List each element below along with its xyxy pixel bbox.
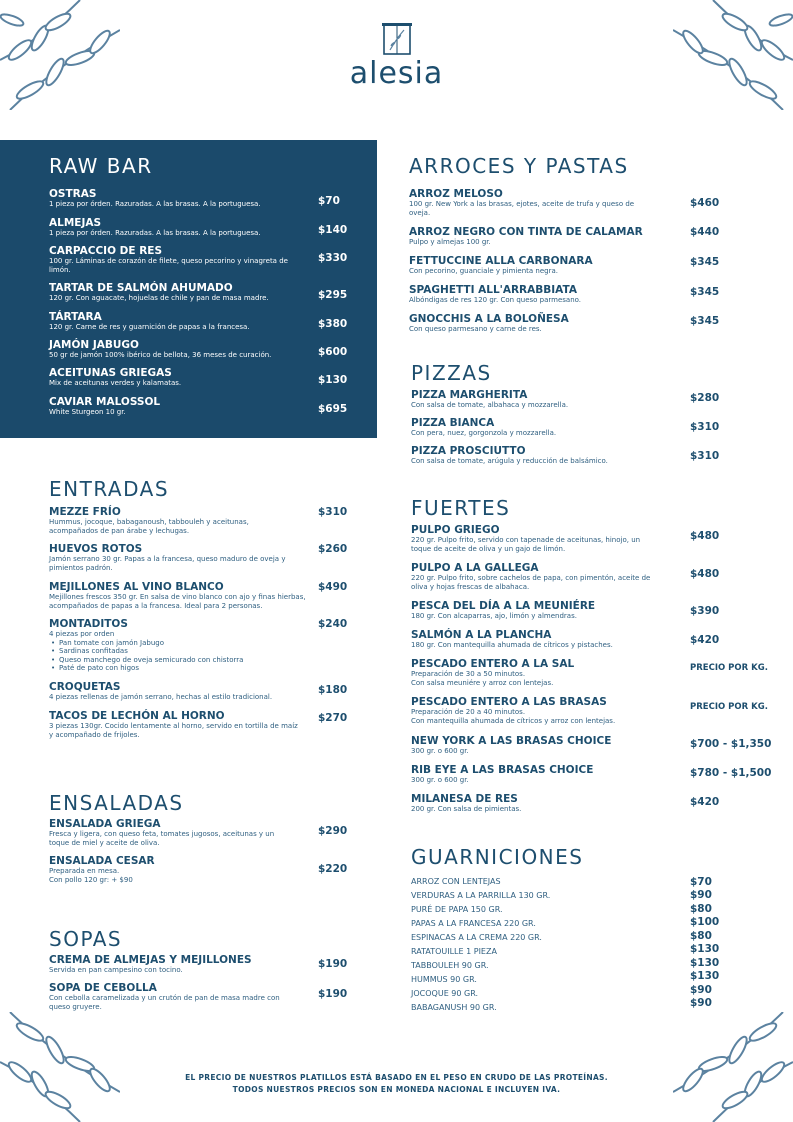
item-price: $460 bbox=[690, 197, 720, 209]
raw-bar-section bbox=[49, 154, 349, 416]
menu-item bbox=[49, 282, 349, 303]
menu-item bbox=[411, 445, 749, 466]
side-price: $130 bbox=[690, 957, 720, 969]
bullet-list bbox=[49, 639, 349, 673]
item-description: Con cebolla caramelizada y un crutón de pan de masa madre con queso gruyere. bbox=[49, 994, 280, 1011]
menu-item bbox=[409, 255, 749, 276]
menu-item bbox=[409, 226, 749, 247]
olive-branch-icon bbox=[0, 1012, 120, 1122]
side-item: ARROZ CON LENTEJAS bbox=[411, 877, 501, 886]
item-price: $180 bbox=[318, 684, 348, 696]
item-name: MEJILLONES AL VINO BLANCO bbox=[49, 581, 224, 593]
item-description: 50 gr de jamón 100% ibérico de bellota, 36 meses de curación. bbox=[49, 351, 272, 359]
side-item: RATATOUILLE 1 PIEZA bbox=[411, 947, 497, 956]
menu-item bbox=[49, 681, 349, 702]
item-description: 220 gr. Pulpo frito, sobre cachelos de papa, con pimentón, aceite de oliva y hojas frescas de albahaca. bbox=[411, 574, 651, 591]
item-description: Preparación de 20 a 40 minutos. bbox=[411, 708, 526, 716]
item-name: GNOCCHIS A LA BOLOÑESA bbox=[409, 313, 569, 325]
side-item: HUMMUS 90 GR. bbox=[411, 975, 477, 984]
item-price: $220 bbox=[318, 863, 348, 875]
item-description: Mix de aceitunas verdes y kalamatas. bbox=[49, 379, 182, 387]
item-description: 100 gr. Láminas de corazón de filete, queso pecorino y vinagreta de limón. bbox=[49, 257, 288, 274]
item-description: Servida en pan campesino con tocino. bbox=[49, 966, 183, 974]
item-price: $480 bbox=[690, 568, 720, 580]
item-name: NEW YORK A LAS BRASAS CHOICE bbox=[411, 735, 612, 747]
item-price: $390 bbox=[690, 605, 720, 617]
item-description: 300 gr. o 600 gr. bbox=[411, 776, 469, 784]
item-name: CROQUETAS bbox=[49, 681, 121, 693]
fuertes-section bbox=[411, 496, 772, 813]
menu-item bbox=[49, 188, 349, 209]
item-price: $290 bbox=[318, 825, 348, 837]
item-name: PESCADO ENTERO A LAS BRASAS bbox=[411, 696, 607, 708]
menu-item bbox=[411, 389, 749, 410]
bullet-item: • Queso manchego de oveja semicurado con chistorra bbox=[49, 656, 349, 665]
item-description: 120 gr. Con aguacate, hojuelas de chile y pan de masa madre. bbox=[49, 294, 269, 302]
section-title: PIZZAS bbox=[411, 361, 492, 385]
menu-item bbox=[49, 818, 349, 847]
item-description: Con salsa de tomate, albahaca y mozzarella. bbox=[411, 401, 569, 409]
item-description: 180 gr. Con mantequilla ahumada de cítricos y pistaches. bbox=[411, 641, 613, 649]
item-name: SALMÓN A LA PLANCHA bbox=[411, 629, 552, 641]
item-price: $310 bbox=[318, 506, 348, 518]
item-name: MONTADITOS bbox=[49, 618, 128, 630]
item-description: 300 gr. o 600 gr. bbox=[411, 747, 469, 755]
menu-item bbox=[411, 658, 768, 687]
item-name: PULPO GRIEGO bbox=[411, 524, 500, 536]
menu-item bbox=[49, 245, 349, 274]
item-price: $295 bbox=[318, 289, 348, 301]
item-name: PIZZA BIANCA bbox=[411, 417, 495, 429]
menu-item bbox=[409, 188, 749, 217]
item-price: $420 bbox=[690, 796, 720, 808]
item-name: RIB EYE A LAS BRASAS CHOICE bbox=[411, 764, 594, 776]
item-description: 1 pieza por órden. Razuradas. A las brasas. A la portuguesa. bbox=[49, 200, 261, 208]
item-description: Jamón serrano 30 gr. Papas a la francesa, queso maduro de oveja y pimientos padrón. bbox=[49, 555, 286, 572]
side-price: $70 bbox=[690, 876, 712, 888]
item-price: $330 bbox=[318, 252, 348, 264]
menu-item bbox=[411, 562, 763, 591]
footer-note bbox=[0, 1072, 793, 1096]
menu-item bbox=[49, 217, 349, 238]
item-name: SPAGHETTI ALL'ARRABBIATA bbox=[409, 284, 577, 296]
item-name: TARTAR DE SALMÓN AHUMADO bbox=[49, 282, 233, 294]
item-price: $240 bbox=[318, 618, 348, 630]
item-name: MILANESA DE RES bbox=[411, 793, 518, 805]
item-name: PIZZA MARGHERITA bbox=[411, 389, 528, 401]
item-price: $380 bbox=[318, 318, 348, 330]
item-price: $310 bbox=[690, 450, 720, 462]
menu-item bbox=[411, 629, 763, 650]
item-name: FETTUCCINE ALLA CARBONARA bbox=[409, 255, 593, 267]
menu-item bbox=[49, 710, 349, 739]
side-price: $80 bbox=[690, 903, 712, 915]
item-description: 120 gr. Carne de res y guarnición de papas a la francesa. bbox=[49, 323, 250, 331]
item-price: $345 bbox=[690, 315, 720, 327]
item-description: Mejillones frescos 350 gr. En salsa de vino blanco con ajo y finas hierbas, acompañados de papas a la francesa. Ideal para 2 personas. bbox=[49, 593, 306, 610]
side-price: $90 bbox=[690, 984, 712, 996]
item-description: Con salsa de tomate, arúgula y reducción de balsámico. bbox=[411, 457, 608, 465]
item-description: 200 gr. Con salsa de pimientas. bbox=[411, 805, 522, 813]
side-price: $130 bbox=[690, 943, 720, 955]
item-price: $420 bbox=[690, 634, 720, 646]
item-name: ARROZ MELOSO bbox=[409, 188, 503, 200]
item-price: $600 bbox=[318, 346, 348, 358]
menu-item bbox=[49, 311, 349, 332]
item-price: $480 bbox=[690, 530, 720, 542]
item-description: Hummus, jocoque, babaganoush, tabbouleh y aceitunas, acompañados de pan árabe y lechugas. bbox=[49, 518, 249, 535]
item-description: 4 piezas por orden bbox=[49, 630, 115, 638]
item-name: HUEVOS ROTOS bbox=[49, 543, 143, 555]
section-title: ENTRADAS bbox=[49, 477, 170, 501]
side-item: VERDURAS A LA PARRILLA 130 GR. bbox=[411, 891, 551, 900]
item-name: CARPACCIO DE RES bbox=[49, 245, 163, 257]
side-price: $80 bbox=[690, 930, 712, 942]
item-name: PESCA DEL DÍA A LA MEUNIÉRE bbox=[411, 600, 596, 612]
item-description: Fresca y ligera, con queso feta, tomates jugosos, aceitunas y un toque de miel y aceite de oliva. bbox=[49, 830, 275, 847]
menu-item bbox=[49, 982, 349, 1011]
sopas-section bbox=[49, 927, 349, 1011]
menu-item bbox=[49, 581, 349, 610]
menu-item bbox=[49, 954, 349, 975]
section-title: GUARNICIONES bbox=[411, 845, 584, 869]
brand-header bbox=[0, 22, 793, 91]
bullet-item: • Sardinas confitadas bbox=[49, 647, 349, 656]
item-name: CAVIAR MALOSSOL bbox=[49, 396, 161, 408]
item-description-extra: Con salsa meuniére y arroz con lentejas. bbox=[411, 678, 554, 687]
item-description: White Sturgeon 10 gr. bbox=[49, 408, 126, 416]
item-name: ARROZ NEGRO CON TINTA DE CALAMAR bbox=[409, 226, 643, 238]
section-title: RAW BAR bbox=[49, 154, 153, 178]
item-description: Preparada en mesa. bbox=[49, 867, 120, 875]
menu-item bbox=[49, 506, 349, 535]
side-item: ESPINACAS A LA CREMA 220 GR. bbox=[411, 933, 542, 942]
item-name: OSTRAS bbox=[49, 188, 97, 200]
side-price: $130 bbox=[690, 970, 720, 982]
section-title: SOPAS bbox=[49, 927, 123, 951]
item-price: $695 bbox=[318, 403, 348, 415]
menu-item bbox=[409, 313, 749, 334]
item-name: PESCADO ENTERO A LA SAL bbox=[411, 658, 575, 670]
side-price: $90 bbox=[690, 889, 712, 901]
section-title: ENSALADAS bbox=[49, 791, 184, 815]
side-item: JOCOQUE 90 GR. bbox=[411, 989, 479, 998]
arroces-pastas-section bbox=[409, 154, 749, 333]
item-name: CREMA DE ALMEJAS Y MEJILLONES bbox=[49, 954, 252, 966]
item-price: $270 bbox=[318, 712, 348, 724]
item-description: Con queso parmesano y carne de res. bbox=[409, 325, 542, 333]
item-name: ENSALADA GRIEGA bbox=[49, 818, 161, 830]
item-price: $260 bbox=[318, 543, 348, 555]
menu-item bbox=[49, 367, 349, 388]
item-description: Pulpo y almejas 100 gr. bbox=[409, 238, 491, 246]
olive-branch-icon bbox=[673, 1012, 793, 1122]
side-item: BABAGANUSH 90 GR. bbox=[411, 1003, 497, 1012]
item-description: 1 pieza por órden. Razuradas. A las brasas. A la portuguesa. bbox=[49, 229, 261, 237]
item-name: ENSALADA CESAR bbox=[49, 855, 155, 867]
guarniciones-section bbox=[411, 845, 751, 1012]
item-price: $190 bbox=[318, 988, 348, 1000]
item-name: PULPO A LA GALLEGA bbox=[411, 562, 539, 574]
item-description: 220 gr. Pulpo frito, servido con tapenade de aceitunas, hinojo, un toque de aceite de oliva y un gajo de limón. bbox=[411, 536, 641, 553]
item-description: Con pecorino, guanciale y pimienta negra. bbox=[409, 267, 558, 275]
window-logo-icon bbox=[380, 22, 414, 56]
menu-item bbox=[49, 855, 349, 884]
menu-item bbox=[411, 696, 768, 725]
side-item: PURÉ DE PAPA 150 GR. bbox=[411, 905, 503, 914]
side-item: TABBOULEH 90 GR. bbox=[411, 961, 489, 970]
item-price: $780 - $1,500 bbox=[690, 767, 772, 779]
menu-item bbox=[49, 339, 349, 360]
item-name: ALMEJAS bbox=[49, 217, 102, 229]
bullet-item: • Pan tomate con jamón Jabugo bbox=[49, 639, 349, 648]
bullet-item: • Paté de pato con higos bbox=[49, 664, 349, 673]
menu-item bbox=[411, 793, 763, 814]
menu-item bbox=[411, 764, 772, 785]
menu-item bbox=[411, 524, 763, 553]
item-description: 180 gr. Con alcaparras, ajo, limón y almendras. bbox=[411, 612, 577, 620]
side-price: $90 bbox=[690, 997, 712, 1009]
item-description: 100 gr. New York a las brasas, ejotes, aceite de trufa y queso de oveja. bbox=[409, 200, 635, 217]
menu-item bbox=[49, 396, 349, 417]
section-title: FUERTES bbox=[411, 496, 511, 520]
side-price: $100 bbox=[690, 916, 720, 928]
item-price: $70 bbox=[318, 195, 340, 207]
item-description-extra: Con mantequilla ahumada de cítricos y arroz con lentejas. bbox=[411, 716, 616, 725]
item-description: Preparación de 30 a 50 minutos. bbox=[411, 670, 526, 678]
item-name: TACOS DE LECHÓN AL HORNO bbox=[49, 710, 225, 722]
menu-item bbox=[49, 543, 349, 572]
item-description: 4 piezas rellenas de jamón serrano, hechas al estilo tradicional. bbox=[49, 693, 273, 701]
menu-item bbox=[411, 600, 763, 621]
item-price: $490 bbox=[318, 581, 348, 593]
item-price: $700 - $1,350 bbox=[690, 738, 772, 750]
item-name: TÁRTARA bbox=[49, 311, 102, 323]
pizzas-section bbox=[411, 361, 749, 465]
menu-item bbox=[49, 618, 349, 673]
footer-line: TODOS NUESTROS PRECIOS SON EN MONEDA NACIONAL E INCLUYEN IVA. bbox=[232, 1085, 561, 1094]
item-description: Con pera, nuez, gorgonzola y mozzarella. bbox=[411, 429, 557, 437]
section-title: ARROCES Y PASTAS bbox=[409, 154, 629, 178]
item-name: MEZZE FRÍO bbox=[49, 506, 121, 518]
item-price: $280 bbox=[690, 392, 720, 404]
item-price: $130 bbox=[318, 374, 348, 386]
menu-item bbox=[411, 735, 772, 756]
item-description-extra: Con pollo 120 gr: + $90 bbox=[49, 875, 133, 884]
item-name: PIZZA PROSCIUTTO bbox=[411, 445, 526, 457]
item-price: $345 bbox=[690, 256, 720, 268]
item-price: $440 bbox=[690, 226, 720, 238]
item-price: $345 bbox=[690, 286, 720, 298]
menu-item bbox=[411, 417, 749, 438]
footer-line: EL PRECIO DE NUESTROS PLATILLOS ESTÁ BASADO EN EL PESO EN CRUDO DE LAS PROTEÍNAS. bbox=[185, 1073, 608, 1082]
item-description: 3 piezas 130gr. Cocido lentamente al horno, servido en tortilla de maíz y acompañado de frijoles. bbox=[49, 722, 298, 739]
item-price: $140 bbox=[318, 224, 348, 236]
item-name: ACEITUNAS GRIEGAS bbox=[49, 367, 172, 379]
entradas-section bbox=[49, 477, 349, 739]
ensaladas-section bbox=[49, 791, 349, 884]
item-price: $190 bbox=[318, 958, 348, 970]
item-price: PRECIO POR KG. bbox=[690, 702, 768, 712]
brand-name: alesia bbox=[349, 56, 444, 91]
menu-item bbox=[409, 284, 749, 305]
item-name: JAMÓN JABUGO bbox=[49, 339, 139, 351]
side-item: PAPAS A LA FRANCESA 220 GR. bbox=[411, 919, 536, 928]
item-description: Albóndigas de res 120 gr. Con queso parmesano. bbox=[409, 296, 582, 304]
item-name: SOPA DE CEBOLLA bbox=[49, 982, 157, 994]
item-price: PRECIO POR KG. bbox=[690, 663, 768, 673]
item-price: $310 bbox=[690, 421, 720, 433]
